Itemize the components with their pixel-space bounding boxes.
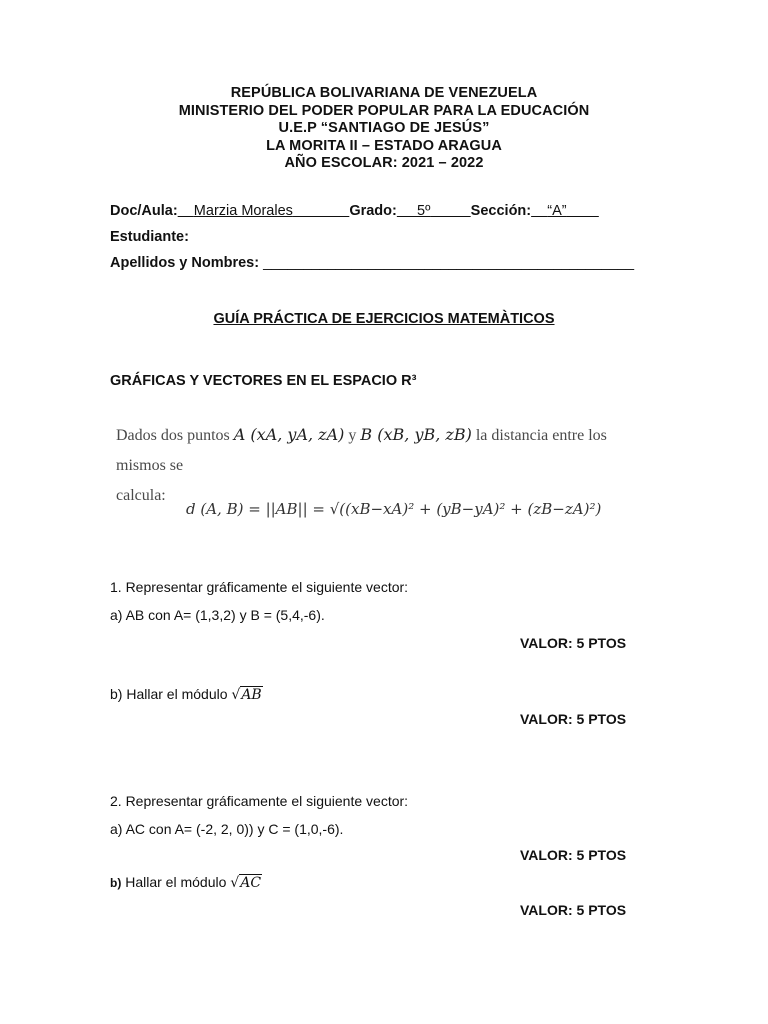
grado-value: 5º [417, 203, 431, 219]
sqrt-ac: √AC [230, 875, 262, 891]
grado-label: Grado: [349, 203, 397, 219]
seccion-value: “A” [547, 203, 567, 219]
intro-text-2: la distancia entre los mismos se [116, 427, 607, 474]
exercise-2b-prefix: b) [110, 876, 122, 890]
exercise-2b-valor: VALOR: 5 PTOS [520, 902, 627, 918]
doc-value: Marzia Morales [193, 203, 293, 219]
exercise-1-title: 1. Representar gráficamente el siguiente vector: [110, 579, 409, 595]
exercise-1b [110, 686, 263, 703]
distance-intro [116, 420, 656, 511]
point-a: A (xA, yA, zA) [233, 425, 345, 444]
page-title: GUÍA PRÁCTICA DE EJERCICIOS MATEMÀTICOS [213, 311, 555, 327]
header-ministry: MINISTERIO DEL PODER POPULAR PARA LA EDUCACIÓN [178, 102, 590, 119]
section-subtitle: GRÁFICAS Y VECTORES EN EL ESPACIO R³ [110, 373, 417, 389]
intro-y: y [348, 427, 357, 444]
sqrt-ac-radicand: AC [240, 875, 262, 891]
exercise-1a: a) AB con A= (1,3,2) y B = (5,4,-6). [110, 607, 325, 623]
seccion-label: Sección: [470, 203, 532, 219]
exercise-2-title: 2. Representar gráficamente el siguiente vector: [110, 793, 409, 809]
apellidos-line [110, 255, 634, 271]
distance-formula: d (A, B) = ||AB|| = √((xB−xA)² + (yB−yA)² + (zB−zA)²) [186, 500, 602, 518]
header-school: U.E.P “SANTIAGO DE JESÚS” [278, 120, 490, 136]
exercise-2b-text: Hallar el módulo [125, 874, 227, 890]
exercise-1b-text: b) Hallar el módulo [110, 686, 228, 702]
point-b: B (xB, yB, zB) [360, 425, 472, 444]
estudiante-label: Estudiante: [110, 229, 189, 245]
apellidos-blank: ______________________________________________ [263, 255, 635, 271]
exercise-2a: a) AC con A= (-2, 2, 0)) y C = (1,0,-6). [110, 821, 344, 837]
teacher-grade-section-line [110, 203, 599, 219]
apellidos-label: Apellidos y Nombres: [110, 255, 260, 271]
intro-text-3: calcula: [116, 487, 166, 504]
exercise-2a-valor: VALOR: 5 PTOS [520, 847, 627, 863]
intro-text-1: Dados dos puntos [116, 427, 230, 444]
header-school-year: AÑO ESCOLAR: 2021 – 2022 [284, 155, 484, 171]
exercise-1a-valor: VALOR: 5 PTOS [520, 635, 627, 651]
doc-label: Doc/Aula: [110, 203, 178, 219]
document-header [0, 85, 768, 173]
header-location: LA MORITA II – ESTADO ARAGUA [266, 137, 502, 154]
exercise-2b [110, 874, 262, 891]
sqrt-ab: √AB [231, 687, 262, 703]
header-republic: REPÚBLICA BOLIVARIANA DE VENEZUELA [230, 85, 538, 101]
sqrt-ab-radicand: AB [241, 687, 262, 703]
exercise-1b-valor: VALOR: 5 PTOS [520, 711, 627, 727]
